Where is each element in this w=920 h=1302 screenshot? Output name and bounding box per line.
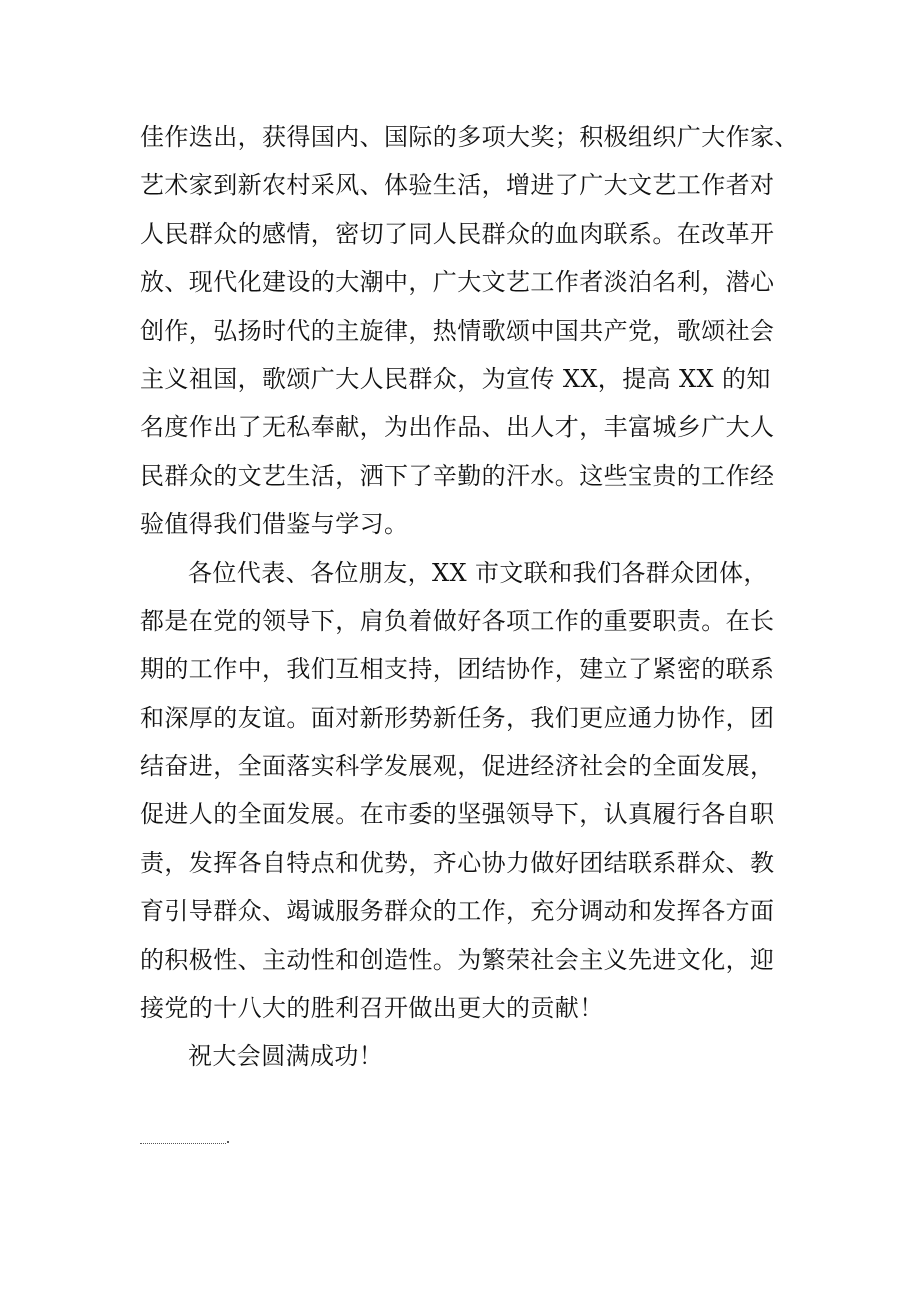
- text-line: 佳作迭出，获得国内、国际的多项大奖；积极组织广大作家、: [140, 123, 799, 151]
- text-line: 期的工作中，我们互相支持，团结协作，建立了紧密的联系: [140, 655, 775, 684]
- text-line: 主义祖国，歌颂广大人民群众，为宣传 XX，提高 XX 的知: [140, 364, 771, 393]
- text-line: 责，发挥各自特点和优势，齐心协力做好团结联系群众、教: [140, 848, 775, 877]
- text-line: 育引导群众、竭诚服务群众的工作，充分调动和发挥各方面: [140, 897, 775, 926]
- text-line: 名度作出了无私奉献，为出作品、出人才，丰富城乡广大人: [140, 413, 775, 442]
- document-body: [140, 113, 799, 1081]
- text-line: 促进人的全面发展。在市委的坚强领导下，认真履行各自职: [140, 800, 775, 829]
- text-line: 的积极性、主动性和创造性。为繁荣社会主义先进文化，迎: [140, 945, 775, 974]
- footnote-separator: [140, 1143, 226, 1144]
- text-line: 结奋进，全面落实科学发展观，促进经济社会的全面发展，: [140, 752, 775, 781]
- text-line: 验值得我们借鉴与学习。: [140, 510, 409, 539]
- text-line: 创作，弘扬时代的主旋律，热情歌颂中国共产党，歌颂社会: [140, 316, 775, 345]
- text-line: 接党的十八大的胜利召开做出更大的贡献！: [140, 994, 604, 1023]
- text-line: 和深厚的友谊。面对新形势新任务，我们更应通力协作，团: [140, 703, 775, 732]
- footnote-separator-dot: [227, 1141, 229, 1143]
- text-line: 放、现代化建设的大潮中，广大文艺工作者淡泊名利，潜心: [140, 268, 775, 297]
- text-line: 都是在党的领导下，肩负着做好各项工作的重要职责。在长: [140, 606, 775, 635]
- text-line: 艺术家到新农村采风、体验生活，增进了广大文艺工作者对: [140, 171, 775, 200]
- paragraph-start-line: 各位代表、各位朋友，XX 市文联和我们各群众团体，: [188, 558, 768, 587]
- text-line: 人民群众的感情，密切了同人民群众的血肉联系。在改革开: [140, 219, 775, 248]
- closing-wish-line: 祝大会圆满成功！: [188, 1042, 384, 1071]
- text-line: 民群众的文艺生活，洒下了辛勤的汗水。这些宝贵的工作经: [140, 461, 775, 490]
